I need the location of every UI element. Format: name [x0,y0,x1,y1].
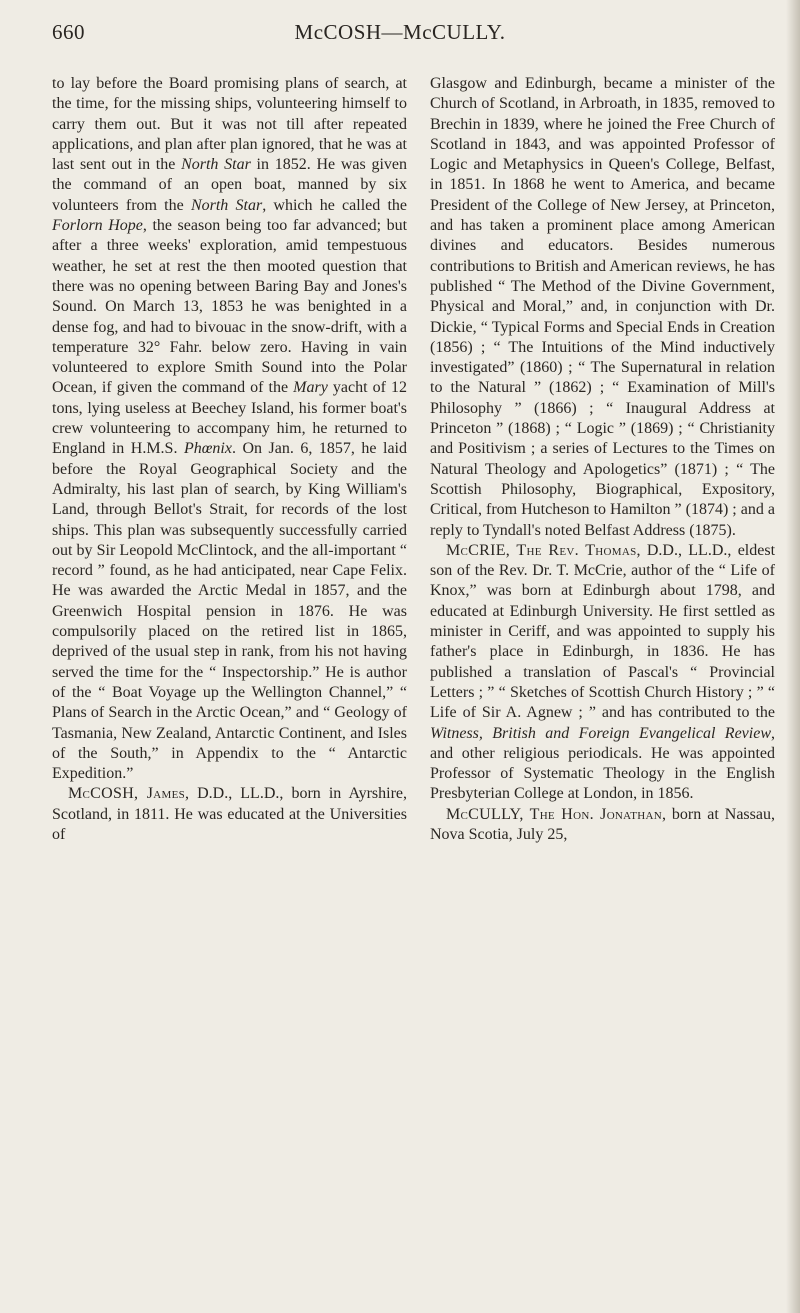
entry-mccully-start: McCULLY, The Hon. Jonathan, born at Nassau, Nova Scotia, July 25, [430,805,775,843]
entry-heading: McCULLY, The Hon. Jonathan [446,805,662,823]
page-edge-shadow [786,0,800,1313]
entry-mccrie: McCRIE, The Rev. Thomas, D.D., LL.D., eldest son of the Rev. Dr. T. McCrie, author of the “ Life of Knox,” was born at Edinburgh about 1798, and educated at Edinburgh University. He first settled as minister in Ceriff, and was appointed to supply his father's place in Edinburgh, in 1836. He has published a translation of Pascal's “ Provincial Letters ; ” “ Sketches of Scottish Church History ; ” “ Life of Sir A. Agnew ; ” and has contributed to the Witness, British and Foreign Evangelical Review, and other religious periodicals. He was appointed Professor of Systematic Theology in the English Presbyterian College at London, in 1856. [430,541,776,803]
right-column [430,74,775,845]
running-head: McCOSH—McCULLY. [294,20,506,44]
entry-mccosh-start: McCOSH, James, D.D., LL.D., born in Ayrshire, Scotland, in 1811. He was educated at the Universities of [52,785,407,843]
page-number: 660 [52,20,85,44]
entry-mccormick-continuation: to lay before the Board promising plans of search, at the time, for the missing ships, volunteering himself to carry them out. But it was not till after repeated applications, and plan after plan ignored, that he was at last sent out in the North Star in 1852. He was given the command of an open boat, manned by six volunteers from the North Star, which he called the Forlorn Hope, the season being too far advanced; but after a three weeks' exploration, amid tempestuous weather, he set at rest the then mooted question that there was no opening between Baring Bay and Jones's Sound. On March 13, 1853 he was benighted in a dense fog, and had to bivouac in the snow-drift, with a temperature 32° Fahr. below zero. Having in vain volunteered to explore Smith Sound into the Polar Ocean, if given the command of the Mary yacht of 12 tons, lying useless at Beechey Island, his former boat's crew volunteering to accompany him, he returned to England in H.M.S. Phœnix. On Jan. 6, 1857, he laid before the Royal Geographical Society and the Admiralty, his last plan of search, by King William's Land, through Bellot's Strait, for records of the lost ships. This plan was subsequently successfully carried out by Sir Leopold McClintock, and the all-important “ record ” found, as he had anticipated, near Cape Felix. He was awarded the Arctic Medal in 1857, and the Greenwich Hospital pension in 1876. He was compulsorily placed on the retired list in 1865, deprived of the usual step in rank, from his not having served the time for the “ Inspectorship.” He is author of the “ Boat Voyage up the Wellington Channel,” “ Plans of Search in the Arctic Ocean,” and “ Geology of Tasmania, New Zealand, Antarctic Continent, and Isles of the South,” in Appendix to the “ Antarctic Expedition.” [52,75,408,783]
entry-mccosh-continuation: Glasgow and Edinburgh, became a minister of the Church of Scotland, in Arbroath, in 1835, removed to Brechin in 1839, where he joined the Free Church of Scotland in 1843, and was appointed Professor of Logic and Metaphysics in Queen's College, Belfast, in 1851. In 1868 he went to America, and became President of the College of New Jersey, at Princeton, and has taken a prominent place among American divines and educators. Besides numerous contributions to British and American reviews, he has published “ The Method of the Divine Government, Physical and Moral,” and, in conjunction with Dr. Dickie, “ Typical Forms and Special Ends in Creation (1856) ; “ The Intuitions of the Mind inductively investigated” (1860) ; “ The Supernatural in relation to the Natural ” (1862) ; “ Examination of Mill's Philosophy ” (1866) ; “ Inaugural Address at Princeton ” (1868) ; “ Logic ” (1869) ; “ Christianity and Positivism ; a series of Lectures to the Times on Natural Theology and Apologetics” (1871) ; “ The Scottish Philosophy, Biographical, Expository, Critical, from Hutcheson to Hamilton ” (1874) ; and a reply to Tyndall's noted Belfast Address (1875). [430,75,775,539]
left-column [52,74,407,845]
entry-heading: McCRIE, The Rev. Thomas [446,541,637,559]
page-header [52,20,748,50]
entry-heading: McCOSH, James [68,785,186,803]
